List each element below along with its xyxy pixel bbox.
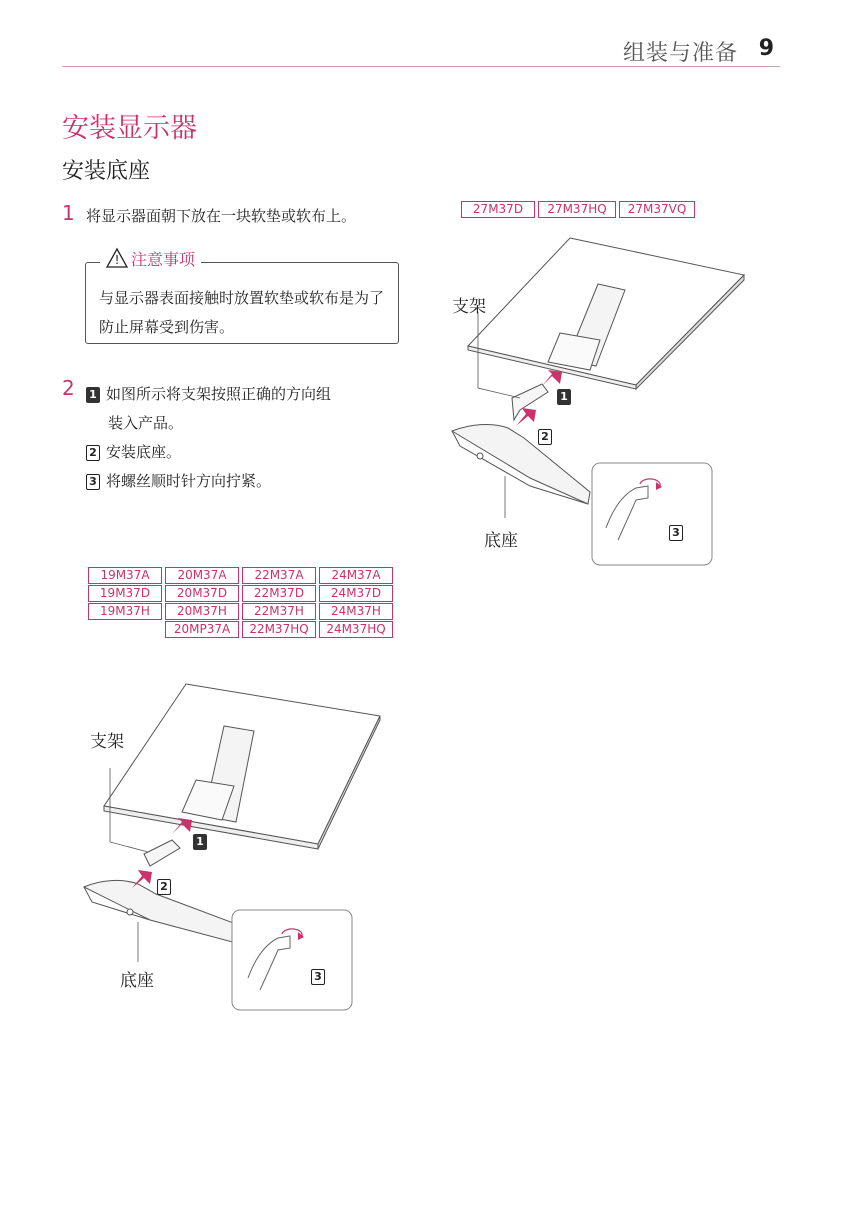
model-cell: 20MP37A <box>165 621 239 638</box>
model-cell: 19M37D <box>88 585 162 602</box>
svg-text:!: ! <box>114 253 120 267</box>
model-cell: 22M37D <box>242 585 316 602</box>
section-title: 组装与准备 <box>622 41 738 66</box>
stand-base <box>452 424 590 504</box>
substep-3-text: 将螺丝顺时针方向拧紧。 <box>106 472 272 490</box>
caution-heading-text: 注意事项 <box>131 250 196 269</box>
small-marker-1: 1 <box>193 834 207 850</box>
large-marker-3: 3 <box>669 525 683 541</box>
model-cell: 22M37A <box>242 567 316 584</box>
model-cell: 24M37H <box>319 603 393 620</box>
model-cell: 24M37A <box>319 567 393 584</box>
small-stand-label: 支架 <box>90 732 124 752</box>
step-2-number: 2 <box>62 376 75 400</box>
small-base-label: 底座 <box>120 971 154 991</box>
substep-1-text-cont: 装入产品。 <box>108 414 184 432</box>
caution-body: 与显示器表面接触时放置软垫或软布是为了防止屏幕受到伤害。 <box>99 289 385 336</box>
model-cell: 22M37H <box>242 603 316 620</box>
arrow-1 <box>542 370 562 386</box>
section-subtitle: 安装底座 <box>62 159 151 184</box>
model-cell: 24M37D <box>319 585 393 602</box>
large-marker-1: 1 <box>557 389 571 405</box>
model-cell: 22M37HQ <box>242 621 316 638</box>
step-1-text: 将显示器面朝下放在一块软垫或软布上。 <box>86 207 357 225</box>
large-base-label: 底座 <box>484 531 518 551</box>
model-cell: 20M37D <box>165 585 239 602</box>
page-number: 9 <box>758 36 774 61</box>
screw-detail-inset <box>592 463 712 565</box>
page-title: 安装显示器 <box>62 113 197 144</box>
large-marker-2: 2 <box>538 429 552 445</box>
substep-3-marker: 3 <box>86 474 100 490</box>
substep-2-text: 安装底座。 <box>106 443 182 461</box>
small-marker-3: 3 <box>311 969 325 985</box>
large-stand-label: 支架 <box>452 297 486 317</box>
model-cell: 19M37H <box>88 603 162 620</box>
model-cell: 20M37A <box>165 567 239 584</box>
substep-2-marker: 2 <box>86 445 100 461</box>
model-cell: 27M37HQ <box>538 201 616 218</box>
step-1-number: 1 <box>62 201 75 225</box>
model-cell: 27M37VQ <box>619 201 695 218</box>
model-cell: 27M37D <box>461 201 535 218</box>
small-marker-2: 2 <box>157 879 171 895</box>
model-cell: 19M37A <box>88 567 162 584</box>
model-cell: 24M37HQ <box>319 621 393 638</box>
substep-1-marker: 1 <box>86 387 100 403</box>
substep-1-text: 如图所示将支架按照正确的方向组 <box>106 385 332 403</box>
model-cell: 20M37H <box>165 603 239 620</box>
